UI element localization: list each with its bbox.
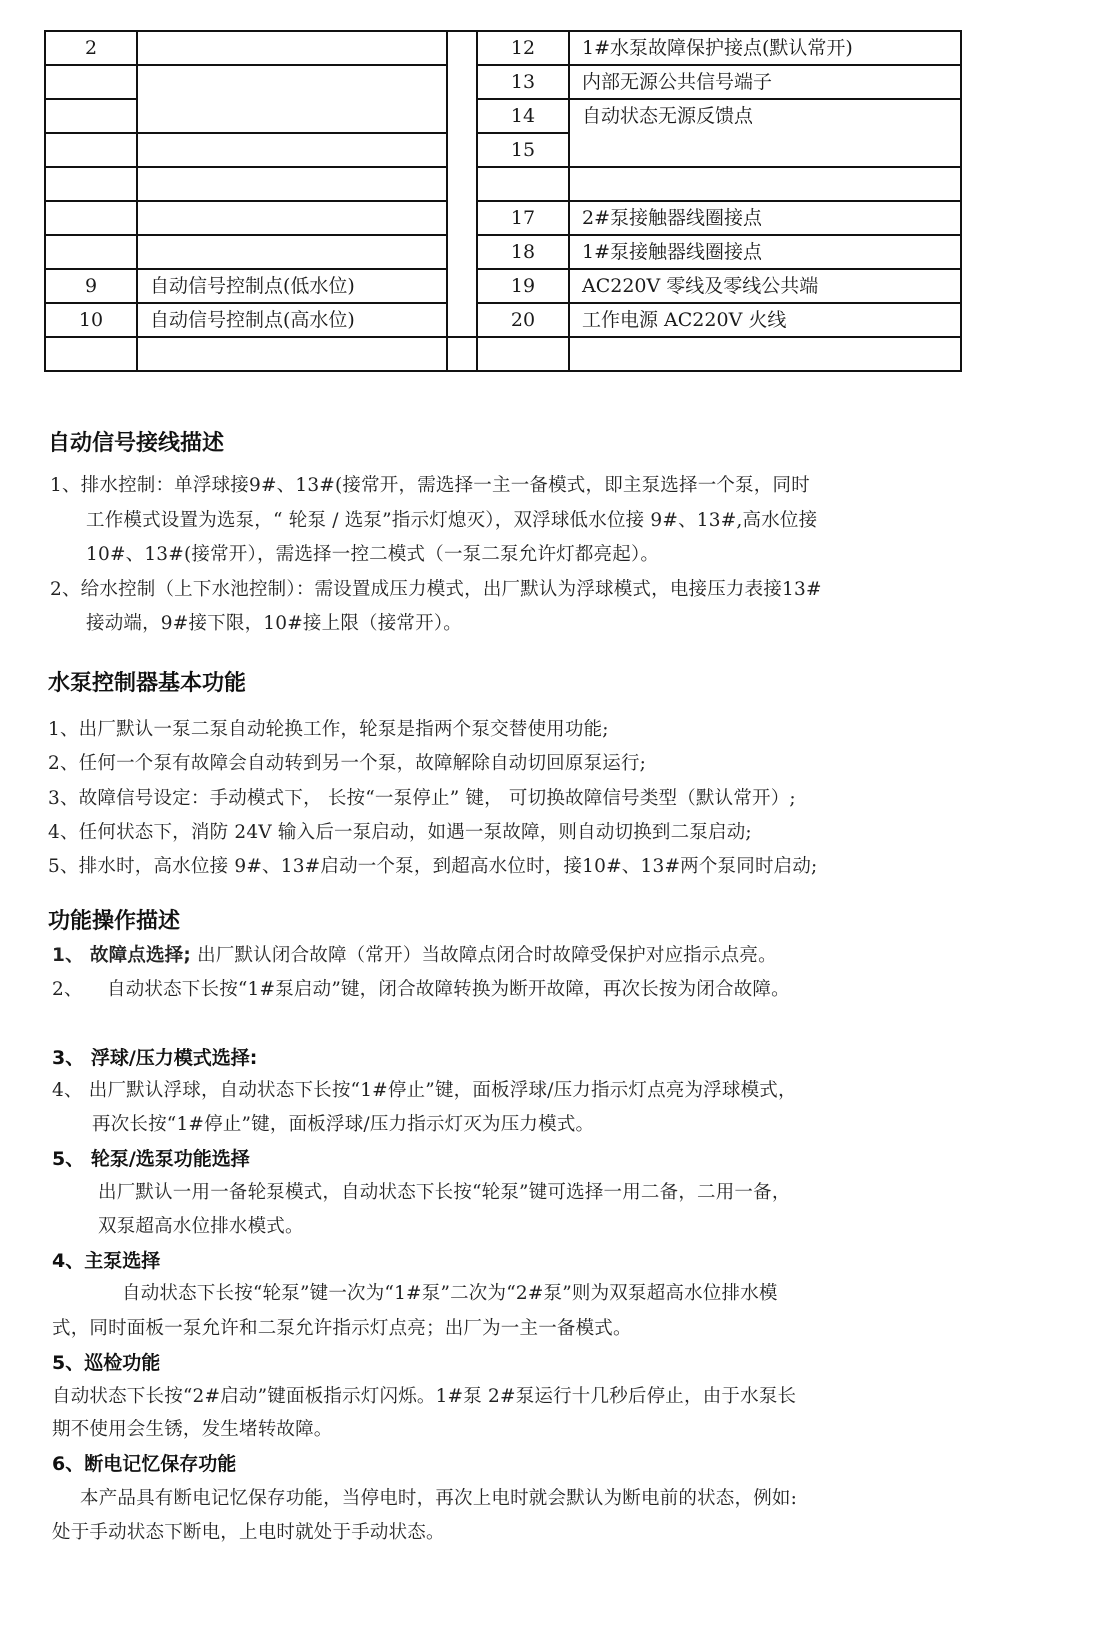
terminal-number bbox=[477, 337, 569, 371]
paragraph-line: 工作模式设置为选泵，“ 轮泵 / 选泵”指示灯熄灭），双浮球低水位接 9#、13#,高水位接 bbox=[86, 510, 818, 531]
paragraph-line: 4、 出厂默认浮球，自动状态下长按“1#停止”键，面板浮球/压力指示灯点亮为浮球模式， bbox=[52, 1080, 797, 1101]
section-heading-wiring: 自动信号接线描述 bbox=[48, 431, 225, 456]
terminal-description: 1#泵接触器线圈接点 bbox=[569, 235, 961, 269]
terminal-number: 9 bbox=[45, 269, 137, 303]
terminal-number bbox=[45, 65, 137, 99]
terminal-description bbox=[137, 133, 447, 167]
terminal-number: 19 bbox=[477, 269, 569, 303]
terminal-number: 17 bbox=[477, 201, 569, 235]
paragraph-line: 再次长按“1#停止”键，面板浮球/压力指示灯灭为压力模式。 bbox=[92, 1114, 595, 1135]
terminal-description bbox=[569, 337, 961, 371]
paragraph-line: 处于手动状态下断电，上电时就处于手动状态。 bbox=[52, 1522, 445, 1543]
list-item: 3、故障信号设定：手动模式下， 长按“一泵停止” 键， 可切换故障信号类型（默认常开）; bbox=[48, 788, 796, 809]
table-spacer-column bbox=[447, 31, 477, 337]
terminal-description bbox=[137, 65, 447, 133]
terminal-description bbox=[137, 31, 447, 65]
paragraph-line: 本产品具有断电记忆保存功能，当停电时，再次上电时就会默认为断电前的状态，例如: bbox=[80, 1488, 798, 1509]
terminal-description: 自动状态无源反馈点 bbox=[569, 99, 961, 167]
terminal-description: 内部无源公共信号端子 bbox=[569, 65, 961, 99]
terminal-description: 2#泵接触器线圈接点 bbox=[569, 201, 961, 235]
item-text: 出厂默认闭合故障（常开）当故障点闭合时故障受保护对应指示点亮。 bbox=[197, 945, 777, 966]
paragraph-line: 自动状态下长按“2#启动”键面板指示灯闪烁。1#泵 2#泵运行十几秒后停止，由于水泵长 bbox=[52, 1386, 797, 1407]
paragraph-line: 10#、13#(接常开），需选择一控二模式（一泵二泵允许灯都亮起）。 bbox=[86, 544, 660, 565]
table-row bbox=[45, 303, 961, 337]
terminal-description bbox=[137, 235, 447, 269]
terminal-number: 2 bbox=[45, 31, 137, 65]
item-number: 1、 bbox=[52, 945, 84, 966]
list-item: 2、任何一个泵有故障会自动转到另一个泵，故障解除自动切回原泵运行; bbox=[48, 753, 647, 774]
table-row bbox=[45, 31, 961, 65]
table-row bbox=[45, 269, 961, 303]
list-item: 1、出厂默认一泵二泵自动轮换工作，轮泵是指两个泵交替使用功能; bbox=[48, 719, 609, 740]
terminal-number bbox=[45, 235, 137, 269]
paragraph-line: 式，同时面板一泵允许和二泵允许指示灯点亮；出厂为一主一备模式。 bbox=[52, 1318, 632, 1339]
terminal-description bbox=[137, 337, 447, 371]
paragraph-line: 双泵超高水位排水模式。 bbox=[98, 1216, 304, 1237]
terminal-number bbox=[45, 133, 137, 167]
terminal-number: 12 bbox=[477, 31, 569, 65]
terminal-number bbox=[45, 167, 137, 201]
paragraph-line: 2、给水控制（上下水池控制）：需设置成压力模式，出厂默认为浮球模式，电接压力表接13# bbox=[50, 579, 822, 600]
table-row bbox=[45, 167, 961, 201]
item-bold-label: 故障点选择; bbox=[89, 945, 191, 966]
terminal-description: 1#水泵故障保护接点(默认常开) bbox=[569, 31, 961, 65]
operation-heading-main-pump: 4、主泵选择 bbox=[52, 1250, 161, 1272]
terminal-description: AC220V 零线及零线公共端 bbox=[569, 269, 961, 303]
terminal-number: 14 bbox=[477, 99, 569, 133]
table-row bbox=[45, 235, 961, 269]
operation-heading-memory: 6、断电记忆保存功能 bbox=[52, 1453, 237, 1475]
operation-heading-float-pressure: 3、 浮球/压力模式选择: bbox=[52, 1047, 258, 1069]
paragraph-line: 接动端，9#接下限，10#接上限（接常开）。 bbox=[86, 613, 462, 634]
terminal-description bbox=[137, 167, 447, 201]
terminal-description: 自动信号控制点(高水位) bbox=[137, 303, 447, 337]
table-row bbox=[45, 201, 961, 235]
terminal-number bbox=[45, 201, 137, 235]
terminal-number: 13 bbox=[477, 65, 569, 99]
section-heading-basic-functions: 水泵控制器基本功能 bbox=[48, 671, 247, 696]
terminal-description bbox=[137, 201, 447, 235]
operation-heading-rotation: 5、 轮泵/选泵功能选择 bbox=[52, 1148, 250, 1170]
terminal-number bbox=[477, 167, 569, 201]
operation-item-2: 2、 自动状态下长按“1#泵启动”键，闭合故障转换为断开故障，再次长按为闭合故障。 bbox=[52, 979, 790, 1000]
terminal-number bbox=[45, 337, 137, 371]
terminal-number: 15 bbox=[477, 133, 569, 167]
paragraph-line: 自动状态下长按“轮泵”键一次为“1#泵”二次为“2#泵”则为双泵超高水位排水模 bbox=[122, 1283, 778, 1304]
paragraph-line: 期不使用会生锈，发生堵转故障。 bbox=[52, 1419, 333, 1440]
table-spacer-cell bbox=[447, 337, 477, 371]
list-item: 4、任何状态下，消防 24V 输入后一泵启动，如遇一泵故障，则自动切换到二泵启动; bbox=[48, 822, 752, 843]
terminal-description: 工作电源 AC220V 火线 bbox=[569, 303, 961, 337]
table-row bbox=[45, 337, 961, 371]
terminal-description bbox=[569, 167, 961, 201]
table-row bbox=[45, 65, 961, 99]
operation-item-1 bbox=[52, 941, 777, 967]
list-item: 5、排水时，高水位接 9#、13#启动一个泵，到超高水位时，接10#、13#两个泵同时启动; bbox=[48, 856, 818, 877]
paragraph-line: 1、排水控制：单浮球接9#、13#(接常开，需选择一主一备模式，即主泵选择一个泵，同时 bbox=[50, 475, 810, 496]
terminal-number: 18 bbox=[477, 235, 569, 269]
terminal-number bbox=[45, 99, 137, 133]
paragraph-line: 出厂默认一用一备轮泵模式，自动状态下长按“轮泵”键可选择一用二备，二用一备， bbox=[98, 1182, 791, 1203]
terminal-table bbox=[44, 30, 962, 372]
operation-heading-patrol: 5、巡检功能 bbox=[52, 1352, 161, 1374]
section-heading-operation: 功能操作描述 bbox=[48, 909, 181, 934]
terminal-number: 10 bbox=[45, 303, 137, 337]
terminal-number: 20 bbox=[477, 303, 569, 337]
terminal-description: 自动信号控制点(低水位) bbox=[137, 269, 447, 303]
